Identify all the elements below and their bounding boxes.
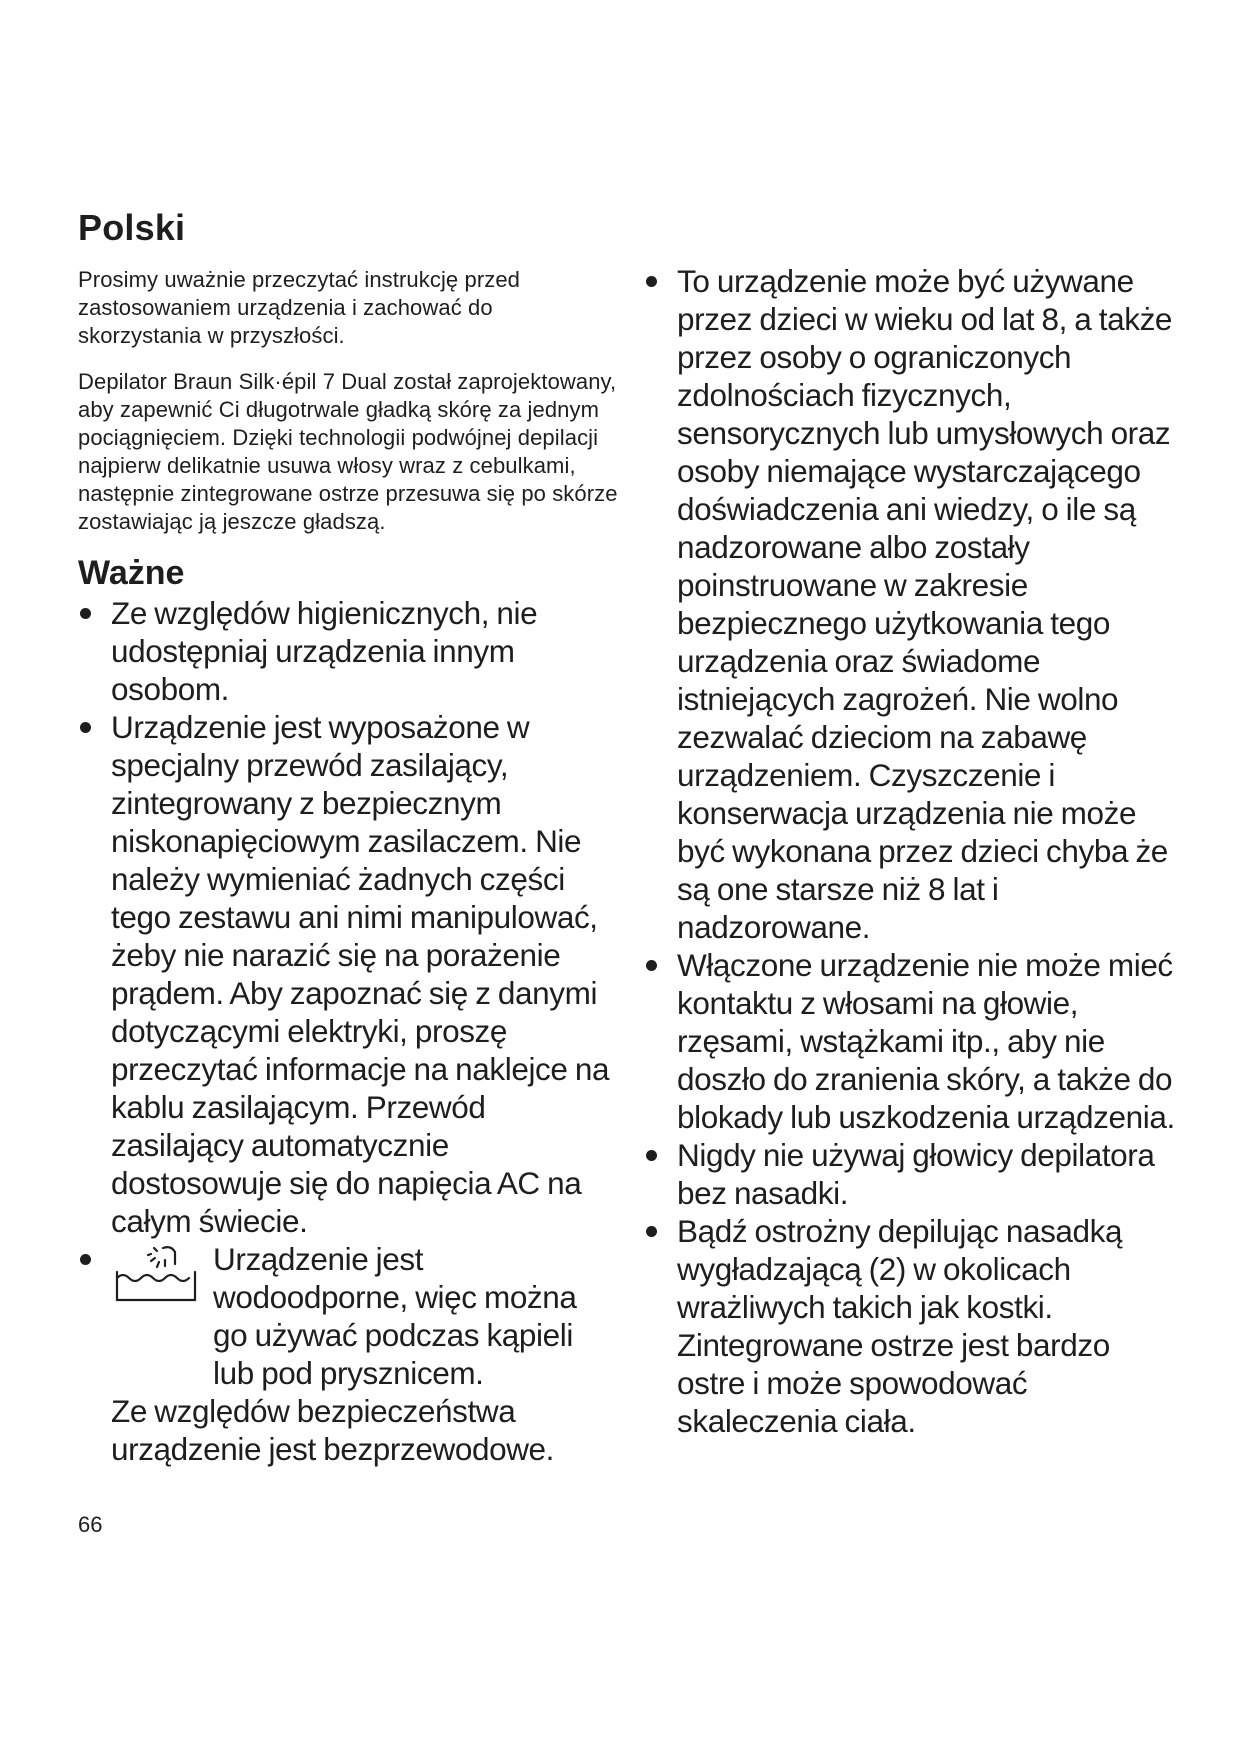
list-item: [644, 262, 1184, 946]
list-item: [644, 946, 1184, 1136]
list-item: [644, 1212, 1184, 1440]
bullet-icon: [646, 1150, 657, 1161]
list-item-text: Włączone urządzenie nie może mieć kontaktu z włosami na głowie, rzęsami, wstążkami itp., aby nie doszło do zranienia skóry, a także do blokady lub uszkodzenia urządzenia.: [677, 947, 1175, 1135]
waterproof-row: [111, 1240, 618, 1392]
waterproof-text: Urządzenie jest wodoodporne, więc można go używać podczas kąpieli lub pod prysznicem.: [213, 1241, 577, 1391]
page-number: 66: [78, 1512, 103, 1537]
bullet-icon: [80, 1254, 91, 1265]
list-item-waterproof: [78, 1240, 618, 1468]
cordless-safety-text: Ze względów bezpieczeństwa urządzenie jest bezprzewodowe.: [111, 1393, 555, 1467]
list-item-text: Bądź ostrożny depilując nasadką wygładzającą (2) w okolicach wrażliwych takich jak kostki. Zintegrowane ostrze jest bardzo ostre i może spowodować skaleczenia ciała.: [677, 1213, 1123, 1439]
important-list-left: [78, 594, 618, 1468]
important-list-right: [644, 262, 1184, 1440]
list-item-text: To urządzenie może być używane przez dzieci w wieku od lat 8, a także przez osoby o ograniczonych zdolnościach fizycznych, sensorycznych lub umysłowych oraz osoby niemające wystarczającego doświadczenia ani wiedzy, o ile są nadzorowane albo zostały poinstruowane w zakresie bezpiecznego użytkowania tego urządzenia oraz świadome istniejących zagrożeń. Nie wolno zezwalać dzieciom na zabawę urządzeniem. Czyszczenie i konserwacja urządzenia nie może być wykonana przez dzieci chyba że są one starsze niż 8 lat i nadzorowane.: [677, 263, 1173, 945]
intro-paragraph-1: Prosimy uważnie przeczytać instrukcję przed zastosowaniem urządzenia i zachować do skorzystania w przyszłości.: [78, 267, 521, 348]
page-heading: Polski: [78, 207, 186, 248]
list-item: [78, 708, 618, 1240]
list-item: [644, 1136, 1184, 1212]
important-heading: Ważne: [78, 554, 185, 592]
list-item: [78, 594, 618, 708]
list-item-text: Nigdy nie używaj głowicy depilatora bez nasadki.: [677, 1137, 1155, 1211]
list-item-text: Urządzenie jest wyposażone w specjalny przewód zasilający, zintegrowany z bezpiecznym niskonapięciowym zasilaczem. Nie należy wymieniać żadnych części tego zestawu ani nimi manipulować, żeby nie narazić się na porażenie prądem. Aby zapoznać się z danymi dotyczącymi elektryki, proszę przeczytać informacje na naklejce na kablu zasilającym. Przewód zasilający automatycznie dostosowuje się do napięcia AC na całym świecie.: [111, 709, 610, 1239]
list-item-text: Ze względów higienicznych, nie udostępniaj urządzenia innym osobom.: [111, 595, 538, 707]
bullet-icon: [646, 960, 657, 971]
right-column: [644, 262, 1184, 1440]
bullet-icon: [80, 722, 91, 733]
bullet-icon: [646, 1226, 657, 1237]
bath-shower-icon: [111, 1242, 201, 1302]
left-column: [78, 208, 618, 1468]
bullet-icon: [80, 608, 91, 619]
bullet-icon: [646, 276, 657, 287]
intro-paragraph-2: Depilator Braun Silk·épil 7 Dual został zaprojektowany, aby zapewnić Ci długotrwale gładką skórę za jednym pociągnięciem. Dzięki technologii podwójnej depilacji najpierw delikatnie usuwa włosy wraz z cebulkami, następnie zintegrowane ostrze przesuwa się po skórze zostawiając ją jeszcze gładszą.: [78, 369, 618, 534]
